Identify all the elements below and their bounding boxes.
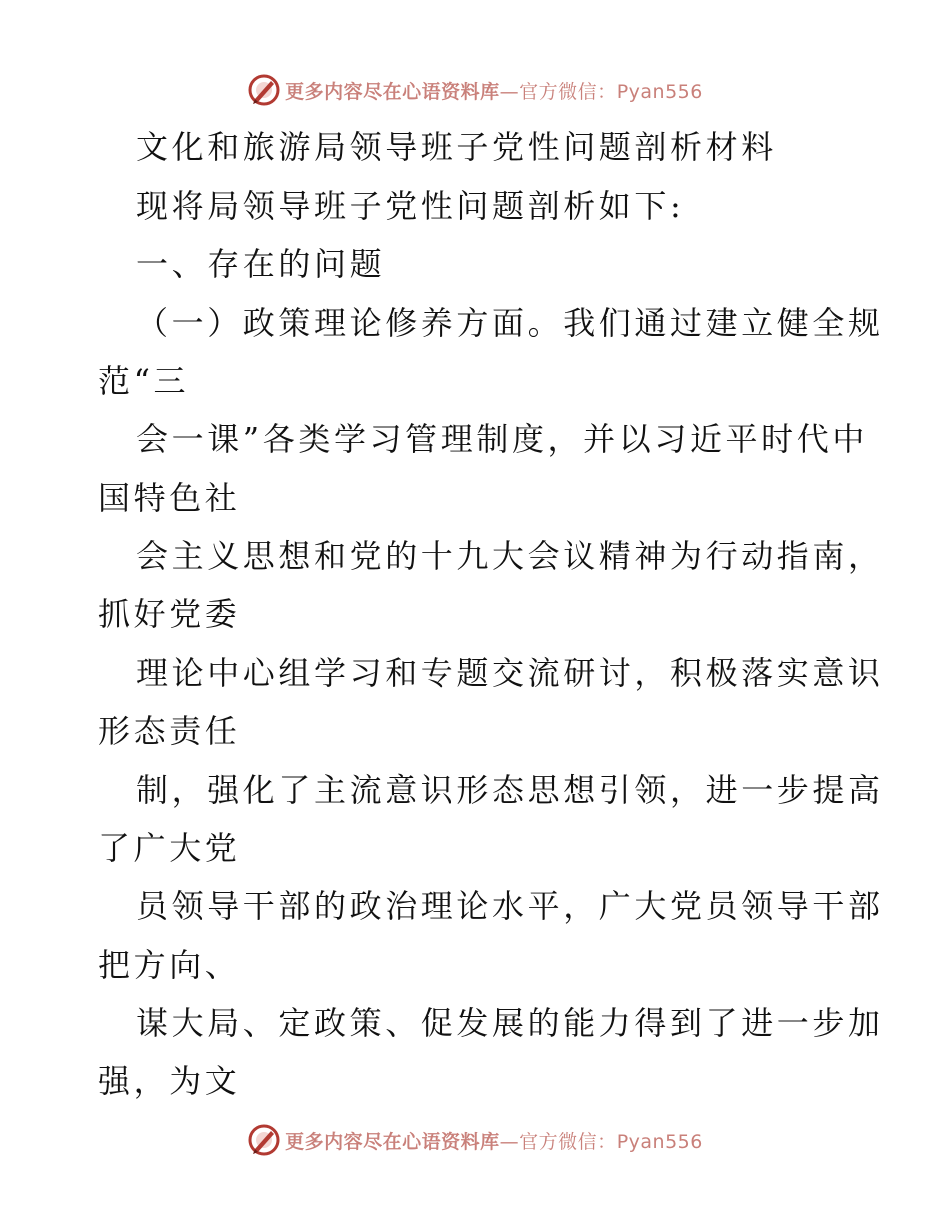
text-line: （一）政策理论修养方面。我们通过建立健全规 <box>136 304 884 342</box>
document-title: 文化和旅游局领导班子党性问题剖析材料 <box>136 128 777 166</box>
text-line: 谋大局、定政策、促发展的能力得到了进一步加 <box>136 1004 884 1042</box>
section-heading: 一、存在的问题 <box>136 245 386 283</box>
watermark-banner-bottom <box>0 1120 950 1160</box>
text-line: 制，强化了主流意识形态思想引领，进一步提高 <box>136 771 884 809</box>
text-line: 把方向、 <box>98 946 241 984</box>
watermark-separator: — <box>499 1130 520 1153</box>
watermark-wechat-label: 官方微信： <box>519 1130 617 1153</box>
text-line: 形态责任 <box>98 712 241 750</box>
text-line: 强，为文 <box>98 1062 241 1100</box>
watermark-site-name: 更多内容尽在心语资料库 <box>285 1130 500 1153</box>
watermark-banner-top <box>0 70 950 110</box>
pen-logo-icon <box>247 1123 281 1157</box>
watermark-wechat-id: Pyan556 <box>616 80 703 103</box>
watermark-text <box>285 77 703 104</box>
watermark-separator: — <box>499 80 520 103</box>
watermark-site-name: 更多内容尽在心语资料库 <box>285 80 500 103</box>
text-line: 范“三 <box>98 362 190 400</box>
text-line: 会一课”各类学习管理制度，并以习近平时代中 <box>136 420 868 458</box>
watermark-wechat-label: 官方微信： <box>519 80 617 103</box>
text-line: 抓好党委 <box>98 595 241 633</box>
text-line: 员领导干部的政治理论水平，广大党员领导干部 <box>136 887 884 925</box>
text-line: 国特色社 <box>98 479 241 517</box>
pen-logo-icon <box>247 73 281 107</box>
watermark-wechat-id: Pyan556 <box>616 1130 703 1153</box>
intro-line: 现将局领导班子党性问题剖析如下: <box>136 187 685 225</box>
text-line: 了广大党 <box>98 829 241 867</box>
text-line: 会主义思想和党的十九大会议精神为行动指南， <box>136 537 884 575</box>
watermark-text <box>285 1127 703 1154</box>
text-line: 理论中心组学习和专题交流研讨，积极落实意识 <box>136 654 884 692</box>
